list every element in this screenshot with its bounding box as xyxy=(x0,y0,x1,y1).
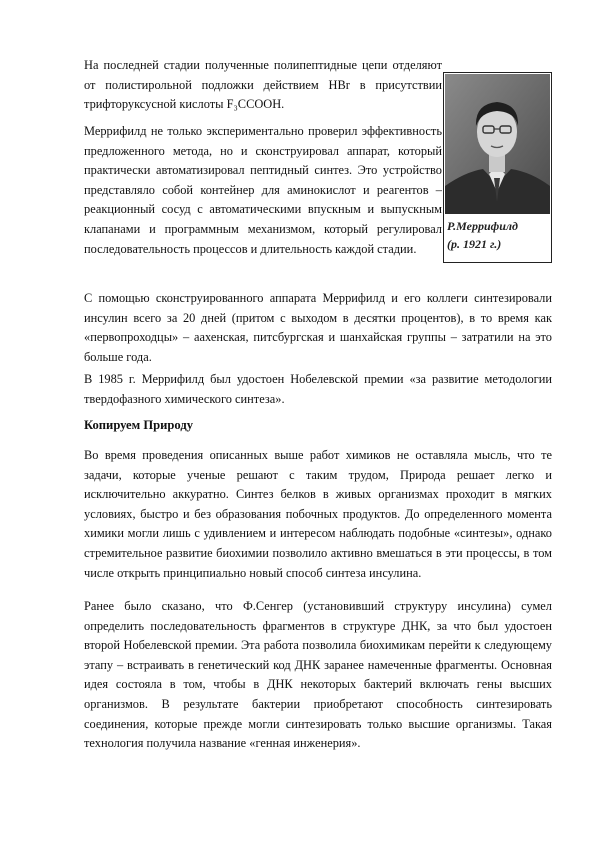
paragraph-1: На последней стадии полученные полипептидные цепи отделяют от полистирольной подложки действием HBr в присутствии трифторуксусной кислоты F₃CCOOH. xyxy=(84,58,442,112)
paragraph-5: Во время проведения описанных выше работ химиков не оставляла мысль, что те задачи, которые ученые решают с таким трудом, Природа решает легко и исключительно аккуратно. Синтез белков в живых организмах проходит в мягких условиях, быстро и без образования побочных продуктов. До определенного момента химики могли лишь с удивлением и интересом наблюдать подобные «синтезы», однако стремительное развитие биохимии позволило активно вмешаться в эти процессы, в том числе открыть принципиально новый способ синтеза инсулина. xyxy=(84,448,552,580)
caption-years: (р. 1921 г.) xyxy=(447,237,502,251)
portrait-photo xyxy=(445,74,550,214)
portrait-caption xyxy=(447,217,551,253)
caption-name: Р.Меррифилд xyxy=(447,219,519,233)
portrait-figure xyxy=(443,72,552,263)
paragraph-2: Меррифилд не только экспериментально проверил эффективность предложенного метода, но и сконструировал аппарат, который практически автоматизировал пептидный синтез. Это устройство представляло собой контейнер для аминокислот и реагентов – реакционный сосуд с автоматическими впускным и выпускным клапанами и программным механизмом, который регулировал последовательность процессов и длительность каждой стадии. xyxy=(84,124,442,256)
paragraph-4: В 1985 г. Меррифилд был удостоен Нобелевской премии «за развитие методологии твердофазного химического синтеза». xyxy=(84,372,552,406)
paragraph-6: Ранее было сказано, что Ф.Сенгер (установивший структуру инсулина) сумел определить последовательность фрагментов в структуре ДНК, за что был удостоен второй Нобелевской премии. Эта работа позволила биохимикам перейти к следующему этапу – встраивать в генетический код ДНК заранее намеченные фрагменты. Основная идея состояла в том, чтобы в ДНК некоторых бактерий включать гены высших организмов. В результате бактерии приобретают способность синтезировать соединения, которые прежде могли синтезировать только высшие организмы. Такая технология получила название «генная инженерия». xyxy=(84,599,552,751)
section-heading: Копируем Природу xyxy=(84,418,194,432)
paragraph-3: С помощью сконструированного аппарата Меррифилд и его коллеги синтезировали инсулин всего за 20 дней (притом с выходом в десятки процентов), в то время как «первопроходцы» – аахенская, питсбургская и шанхайская группы – затратили на это больше года. xyxy=(84,291,552,364)
